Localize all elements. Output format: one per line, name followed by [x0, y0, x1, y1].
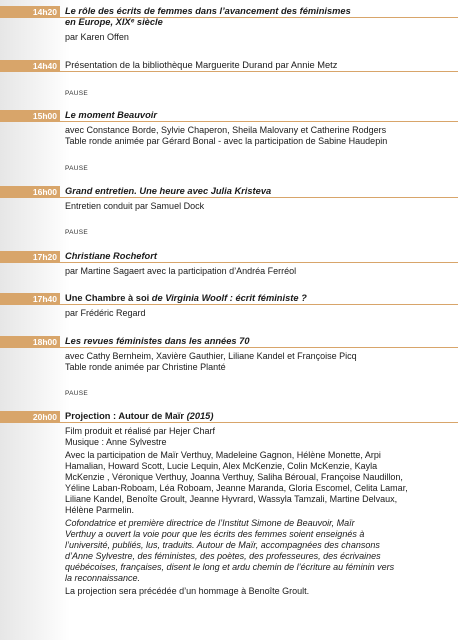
pause-label: PAUSE — [65, 90, 89, 97]
time-badge: 14h40 — [0, 60, 60, 72]
participation-line: Avec la participation de Maïr Verthuy, Madeleine Gagnon, Hélène Monette, Arpi — [65, 450, 381, 460]
slot-line: avec Cathy Bernheim, Xavière Gauthier, Liliane Kandel et Françoise Picq — [65, 351, 357, 361]
slot-title — [65, 411, 455, 422]
description-line: Verthuy a ouvert la voie pour que les écrits des femmes soient enseignés à — [65, 529, 365, 539]
pause-label: PAUSE — [65, 229, 89, 236]
slot-title-upright: Une Chambre à soi — [65, 293, 152, 303]
description-line: Cofondatrice et première directrice de l’Institut Simone de Beauvoir, Maïr — [65, 518, 355, 528]
slot-line: Film produit et réalisé par Hejer Charf — [65, 426, 216, 436]
participation-list — [65, 450, 455, 516]
slot-line: par Frédéric Regard — [65, 308, 146, 318]
participation-line: Hélène Parmelin. — [65, 505, 135, 515]
participation-line: Liliane Kandel, Benoîte Groult, Jeanne Hyvrard, Wassyla Tamzali, Martine Delvaux, — [65, 494, 398, 504]
pause-label: PAUSE — [65, 165, 89, 172]
slot-title: Grand entretien. Une heure avec Julia Kristeva — [65, 186, 272, 196]
slot-title-italic: (2015) — [186, 411, 214, 421]
pause-label: PAUSE — [65, 390, 89, 397]
participation-line: Yéline Laban-Roboam, Léa Roboam, Jeanne Maranda, Gloria Escomel, Celita Lamar, — [65, 483, 408, 493]
slot-title: Présentation de la bibliothèque Marguerite Durand par Annie Metz — [65, 60, 338, 70]
description-line: la reconnaissance. — [65, 573, 141, 583]
slot-title: Les revues féministes dans les années 70 — [65, 336, 250, 346]
description-line: l’université, publiés, lus, traduits. Autour de Maïr, accompagnées des chansons — [65, 540, 380, 550]
time-badge: 14h20 — [0, 6, 60, 18]
description-line: québécoises, françaises, disent le long et ardu chemin de l’écriture au féminin vers — [65, 562, 395, 572]
slot-title-cont: en Europe, XIXᵉ siècle — [65, 17, 163, 27]
slot-title-italic: de Virginia Woolf : écrit féministe ? — [151, 293, 307, 303]
slot-line: avec Constance Borde, Sylvie Chaperon, Sheila Malovany et Catherine Rodgers — [65, 125, 387, 135]
time-badge: 18h00 — [0, 336, 60, 348]
slot-line: Table ronde animée par Christine Planté — [65, 362, 226, 372]
participation-line: McKenzie , Véronique Verthuy, Joanna Verthuy, Saliha Béroual, Françoise Naudillon, — [65, 472, 403, 482]
participation-line: Hamalian, Howard Scott, Lucie Lequin, Alex McKenzie, Colin McKenzie, Kayla — [65, 461, 378, 471]
slot-line: Musique : Anne Sylvestre — [65, 437, 167, 447]
slot-line: Entretien conduit par Samuel Dock — [65, 201, 205, 211]
divider-line — [60, 71, 458, 72]
closing-note: La projection sera précédée d’un hommage à Benoîte Groult. — [65, 586, 310, 596]
time-badge: 17h40 — [0, 293, 60, 305]
slot-title: Le rôle des écrits de femmes dans l’avancement des féminismes — [65, 6, 351, 16]
description-line: d’Anne Sylvestre, des féministes, des poètes, des professeures, des écrivaines — [65, 551, 381, 561]
slot-line: Table ronde animée par Gérard Bonal - avec la participation de Sabine Haudepin — [65, 136, 388, 146]
slot-title-upright: Projection : — [65, 411, 119, 421]
time-badge: 17h20 — [0, 251, 60, 263]
time-badge: 15h00 — [0, 110, 60, 122]
slot-title: Christiane Rochefort — [65, 251, 157, 261]
slot-speaker: par Karen Offen — [65, 32, 129, 42]
slot-title-upright: Autour de Maïr — [118, 411, 187, 421]
slot-title — [65, 293, 455, 304]
time-badge: 16h00 — [0, 186, 60, 198]
film-description — [65, 518, 455, 584]
slot-line: par Martine Sagaert avec la participation d’Andréa Ferréol — [65, 266, 297, 276]
slot-title: Le moment Beauvoir — [65, 110, 157, 120]
time-badge: 20h00 — [0, 411, 60, 423]
